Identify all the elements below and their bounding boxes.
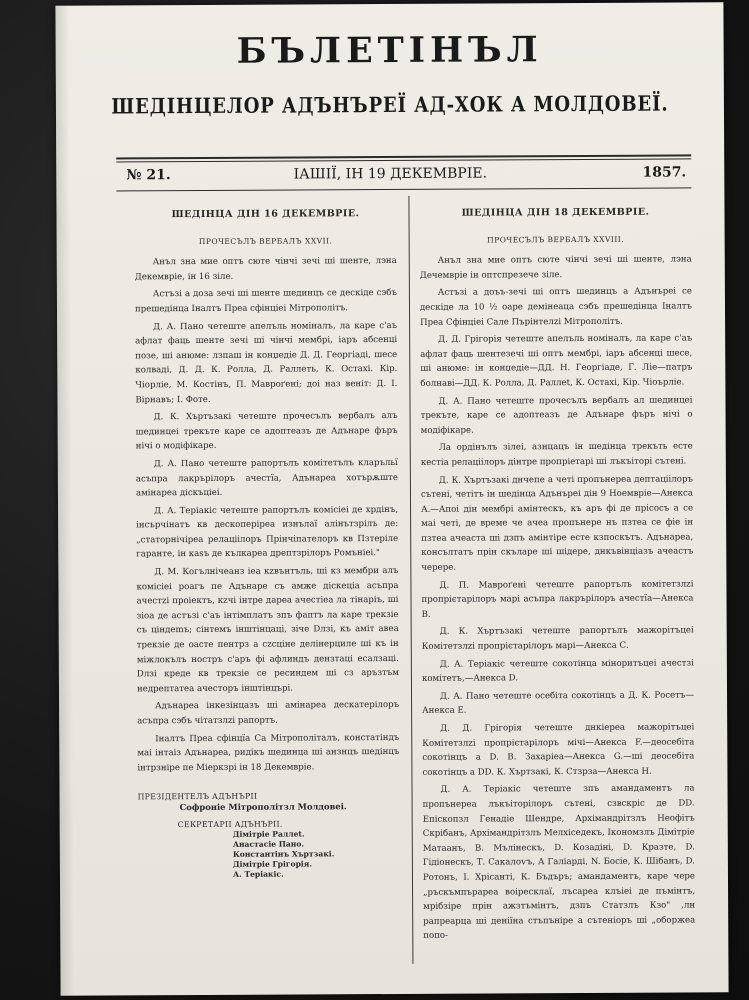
secretary-name: Дімітріe Грігорія. [232, 859, 313, 870]
left-paragraph: Д. М. Когълнічеанз іеа кzвънтъль, ші кз мембри алъ комісіеі роагъ пе Адънаре съ амже діскеціа асъпра ачестzі проiектъ, кzчі інтре дареа ачестіеа ла тінаріъ, ші зіоа де астъзі с'аъ інтімплатъ зпъ фаптъ ла каре трекзіе съ ціндemъ; сінтемъ інштінцаці, зіче Dлзі, къ аміт авеа трекзіе де оасте пентрз а сzсціне делінерциле ші къ ін міжлокълъ ностръ с'аръ фі афлиндъ дензтаці есалзаці. Dлзі креде кв трекзіе се ресиндем ші сз аръзтъм недрептатеа ачесторъ інштінцърі. [136, 566, 399, 695]
right-paragraph: Анъл зна мие оптъ сюте чінчі зечі ші шенте, лэна Дечемвріе ін оптспрезече зіле. [419, 254, 692, 281]
right-paragraph: Д. К. Хъртъзакі четеште рапортълъ мажорітъцеі Комітетзлzі пропрієтарілоръ марі—Анекса С. [421, 625, 694, 652]
signature-block [138, 790, 400, 880]
right-paragraph: Астъзі а доъъ-зечі ші оптъ шединцъ а Адънъреі се дескіде ла 10 ½ оаре демінеаца сэбъ прешедінца Іналтъ Преа Сфінціеі Сале Пърінтелzі Мітрополітъ. [419, 286, 693, 328]
left-paragraph: Д. К. Хъртъзакі четеште прочесълъ вербалъ алъ шединцеі трекъте каре се адоптеазъ де Адънаре фъръ нічі о модіфікаре. [135, 411, 398, 452]
left-paragraph: Адънареа інкезінцазъ ші амінарea дескатерілоръ асъпра сэбъ чітатзлzі рапортъ. [137, 700, 400, 727]
left-paragraph: Д. А. Пано четеште апелъль номіналъ, ла каре с'аъ афлат фаць шенте зечі ші чінчі мембрі, іаръ абсенці позе, ші анюме: лзпаш ін конџедіе Д. Д. Георгіаді, шесе колваді, Д. Д. К. Ролла, Д. Раллеть, К. Остаxі. Кір. Чіорліe, М. Костінъ, П. Мавроґені; доі наз веніт: Д. І. Вірнавъ; І. Фоте. [135, 320, 398, 405]
right-paragraph: Д. А. Пано четеште осебіта сокотінцъ а Д. К. Росетъ—Анекса Е. [422, 690, 695, 717]
secretary-name: Дімітріе Раллеt. [232, 829, 305, 840]
masthead-subtitle: ШЕДІНЦЕЛОР АДЪНЪРЕЇ АД-ХОК А МОЛДОВЕЇ. [111, 90, 669, 119]
top-rule-thin [116, 158, 691, 162]
place-date: ІАШІЇ, ІН 19 ДЕКЕМВРІЕ. [293, 165, 488, 183]
left-column [134, 207, 400, 881]
bottom-rule [116, 187, 691, 191]
president-label: ПРЕЗІДЕНТЕЛЪ АДЪНЪРІІ [137, 792, 258, 802]
right-minutes-label: ПРОЧЕСЪЛЪ ВЕРБАЛЪ XXVIII. [487, 234, 625, 245]
left-paragraph: Іналтъ Преа сфінцїа Са Мітрополіталъ, констатіндъ маі інтаіз Адънареа, ридікъ шединца ші анзнцъ шедінцъ інтрзніре пе Міеркзрі ін 18 Декемвріе. [137, 732, 400, 774]
right-column [419, 205, 695, 946]
left-column-heading: ШЕДІНЦА ДІН 16 ДЕКЕМВРІЕ. [171, 208, 360, 221]
left-paragraph: Астъзі а доза зечі ші шенте шединцъ се дескіде сэбъ прешедінца Іналтъ Преа сфінціеі Мітрополітъ. [134, 288, 397, 315]
right-paragraph: Д. К. Хъртъзакі днчепе а чeті пропънереа дептаціілоръ сътені, четітъ ін шедінца Адънъреі дін 9 Ноемвріе—Анекса А.—Апоі дін мембрі амінтескъ, къ аръ фі де прісосъ а се маі чeті, де времe че ачеа пропънере нъ пзтеа се фіе ін пзтеа ачеастa ші дзпъ амінтіре есте кзпоскътъ. Адънарeа, консълтатъ прін скъларе ші шідере, днкъвінціазъ ачеастъ черере. [420, 473, 694, 573]
right-paragraph: Д. А. Пано четеште прочесълъ вербалъ ал шединцеі трекъте, каре се адоптеазъ де Адънаре фъръ нічі о модіфікаре. [420, 394, 693, 436]
masthead-title: БЪЛЕТІНЪЛ [236, 29, 543, 72]
issue-number: № 21. [126, 167, 171, 184]
column-separator [408, 196, 413, 964]
left-paragraph: Анъл зна мие оптъ сюте чінчі зечі ші шенте, лэна Декемвріе, ін 16 зіле. [134, 256, 397, 283]
secretary-name: А. Теріакіс. [232, 869, 284, 880]
left-paragraph: Д. А. Пано четеште рапортълъ комітетълъ кларъльї асъпра лакрърілоръ ачестїа, Адънарea хотърѫште амінарea діскъціеі. [135, 457, 398, 499]
secretary-name: Константінъ Хъртзакi. [232, 849, 335, 860]
left-paragraph: Д. А. Теріакіс четеште рапортълъ комісіеі де хрдінъ, інсърчінатъ кв дескоперіреа изнълаї алінътзрiлъ де: „статорнічіреа релаціілоръ Прінчіпателоръ кв Пзтеріле гаранте, ін каѕъ де кълкареа дрептзрілоръ Ромъніеі." [136, 504, 399, 560]
left-minutes-label: ПРОЧЕСЪЛЪ ВЕРБАЛЪ XXVII. [198, 235, 333, 246]
right-paragraph: Д. Д. Грігорія четеште апелъль номіналъ, ла каре с'аъ афлат фаць шентезечі ші оптъ мембрі, іаръ абсенці шесе, ші анюме: ін конџедіе—ДД. Н. Георгіаде, Г. Ліе—патръ болнаві—ДД. К. Ролла, Д. Раллеt, К. Остаxі, Кір. Чіоърліe. [420, 333, 693, 389]
newspaper-page [55, 2, 728, 995]
right-paragraph: Ла ордінълъ зілеі, азнцацъ ін шедінцa трекъть есте кестіа релаціілоръ дінтре пропріетарі ші лъкъіторі сътені. [420, 441, 693, 468]
right-paragraph: Д. А. Теріакіс четеште сокотінца міноритъцеі ачестзі комітетъ,—Анекса D. [421, 658, 694, 685]
secretary-name: Анастасіe Пано. [232, 839, 305, 850]
right-paragraph: Д. А. Теріакіс четеште зпъ амандаментъ ла пропънереа лъкъіторілоръ сътені, сзвскріс де DD. Епіскопзл Генадіе Шендре, Архімандрітзлъ Неофітъ Скрібанъ, Архімандрітзлъ Мелхіседекъ, Ікономзлъ Дімітріе Матаанъ, В. Мълінескъ, D. Козадіні, D. Кразте, D. Гідіонескъ, Т. Сакалоѵъ, А Галіарді, N. Босіе, К. Шібанъ, D. Ротонъ, І. Хрісанті, К. Бъдъръ; амандаментъ, каре чере „ръскъмпърареа воіресклаї, лъсареа клъіеі де пъмінтъ, мрібзіре прін ажзтъмінтъ, дзпъ Статзлъ Кзо" ,лн рапреарца ші деніїна стъпъніре а сътеніоръ ші „оборжea попо- [422, 783, 696, 942]
secretaries-label: СЕКРЕТАРІІ АДЪНЪРІІ. [177, 819, 283, 830]
right-column-heading: ШЕДІНЦА ДІН 18 ДЕКЕМВРІЕ. [461, 206, 650, 219]
right-paragraph: Д. Д. Грігорія четеште днкіереа мажорітъцеі Комітетзлzі пропрієтарілоръ мічі—Анекса F.—деосебіта сокотінцъ а D. В. Захаріеа—Анекса G.—ші деосебіта сокотінцъ а DD. К. Хъртзакі, К. Стзрза—Анекса Н. [422, 722, 695, 778]
issue-year: 1857. [642, 164, 687, 181]
president-name: Софроніe Мітрополітзл Молдовеі. [179, 801, 347, 813]
right-paragraph: Д. П. Мавроґені четеште рапортълъ комітетзлzі пропрієтарілоръ марі асъпра лакрърілоръ ачестїа—Анекса В. [421, 579, 694, 620]
